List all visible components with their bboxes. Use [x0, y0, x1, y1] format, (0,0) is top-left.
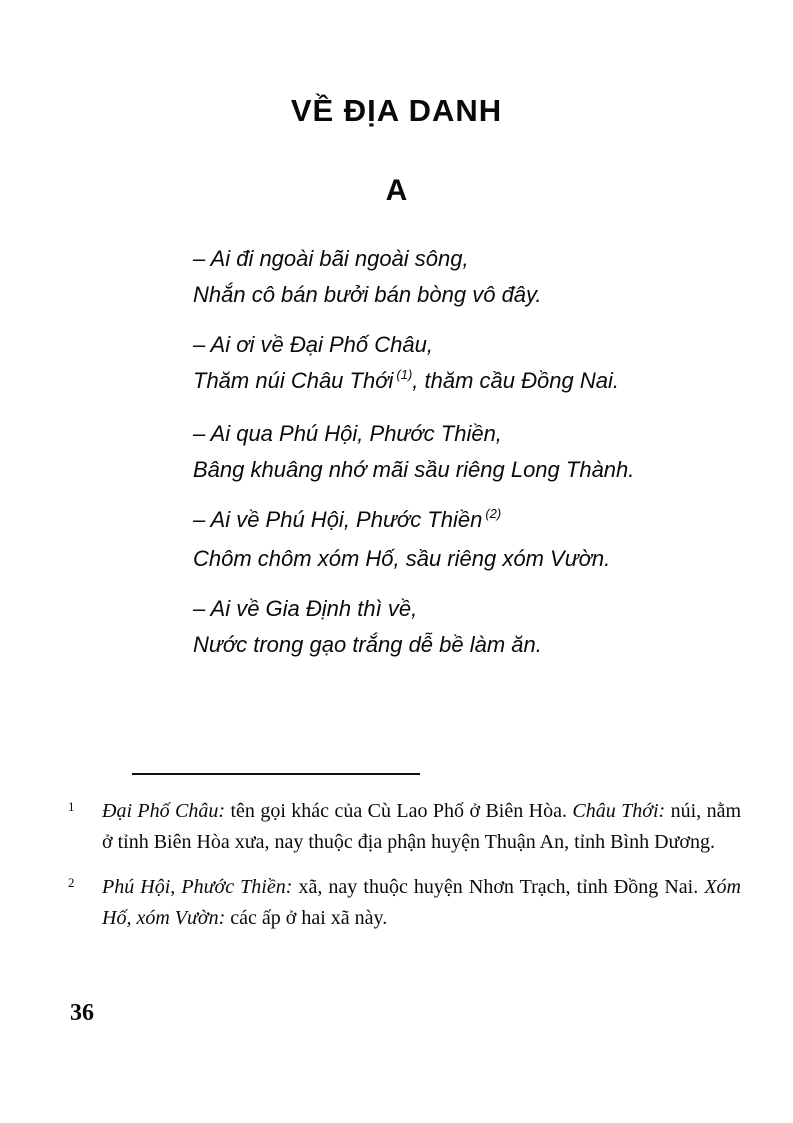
footnote-text-run: các ấp ở hai xã này.: [225, 907, 388, 930]
verse-line: – Ai qua Phú Hội, Phước Thiền,: [193, 421, 502, 447]
verse-line: Nhắn cô bán bưởi bán bòng vô đây.: [193, 282, 542, 308]
footnote-text-run: Đại Phố Châu:: [102, 800, 226, 823]
footnote-text-run: Xóm Hố, xóm Vườn:: [102, 876, 741, 930]
verse-couplet: [193, 327, 793, 402]
verse-line: [193, 363, 793, 402]
verse-line: – Ai ơi về Đại Phố Châu,: [193, 332, 433, 358]
footnote: [68, 867, 741, 934]
footnote-text-run: Phú Hội, Phước Thiền:: [102, 876, 293, 899]
footnote-text-run: xã, nay thuộc huyện Nhơn Trạch, tỉnh Đồng Nai.: [292, 876, 705, 899]
verse-line: – Ai đi ngoài bãi ngoài sông,: [193, 246, 469, 272]
verse-text: , thăm cầu Đồng Nai.: [412, 368, 619, 394]
footnote-text-run: tên gọi khác của Cù Lao Phố ở Biên Hòa.: [225, 800, 573, 823]
verse-block: [193, 241, 793, 663]
verse-couplet: [193, 591, 793, 663]
footnote: [68, 791, 741, 858]
footnote-divider: [132, 773, 420, 775]
footnote-ref-2: (2): [485, 506, 502, 522]
section-letter: A: [385, 174, 408, 208]
verse-line: [193, 502, 793, 541]
verse-line: Bâng khuâng nhớ mãi sầu riêng Long Thành.: [193, 457, 635, 483]
verse-line: – Ai về Gia Định thì về,: [193, 596, 418, 622]
verse-couplet: [193, 502, 793, 577]
footnote-text-run: Châu Thới:: [572, 800, 666, 823]
page-title: VỀ ĐỊA DANH: [290, 93, 503, 128]
footnote-block: [68, 791, 741, 934]
verse-text: Thăm núi Châu Thới: [193, 368, 394, 394]
footnote-marker: 2: [68, 875, 75, 891]
verse-couplet: [193, 416, 793, 488]
verse-couplet: [193, 241, 793, 313]
footnote-marker: 1: [68, 799, 75, 815]
footnote-text-run: núi, nằm ở tỉnh Biên Hòa xưa, nay thuộc địa phận huyện Thuận An, tỉnh Bình Dương.: [102, 800, 741, 854]
verse-line: Chôm chôm xóm Hố, sầu riêng xóm Vườn.: [193, 546, 611, 572]
page-number: 36: [70, 1000, 94, 1026]
verse-text: – Ai về Phú Hội, Phước Thiền: [193, 507, 483, 533]
verse-line: Nước trong gạo trắng dễ bề làm ăn.: [193, 632, 542, 658]
footnote-ref-1: (1): [396, 367, 413, 383]
